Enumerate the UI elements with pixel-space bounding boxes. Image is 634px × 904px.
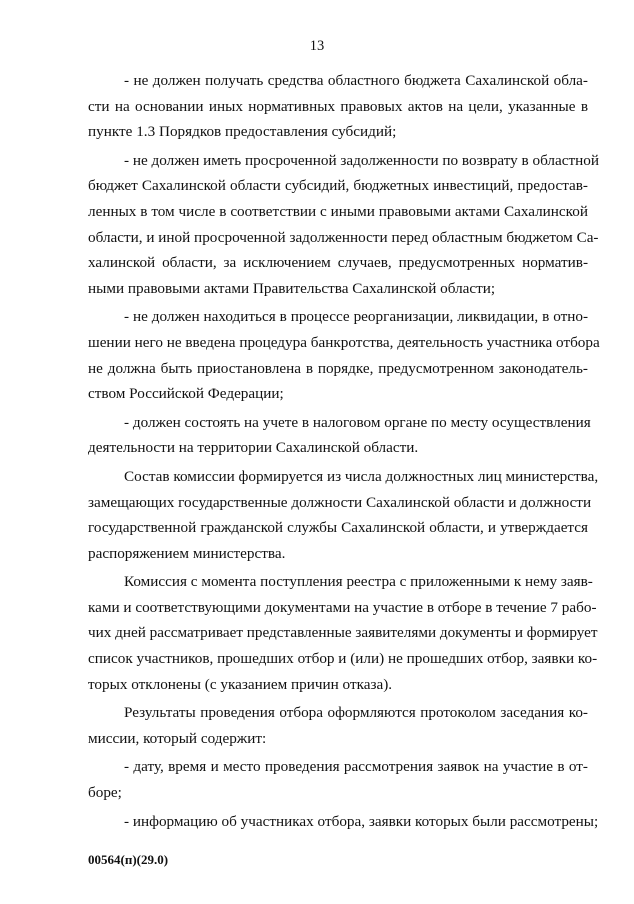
- text-line: чих дней рассматривает представленные заявителями документы и формирует: [88, 624, 598, 642]
- text-line: халинской области, за исключением случаев, предусмотренных норматив-: [88, 254, 588, 272]
- text-line: не должна быть приостановлена в порядке, предусмотренном законодатель-: [88, 359, 588, 377]
- text-line: государственной гражданской службы Сахалинской области, и утверждается: [88, 519, 588, 537]
- text-line: сти на основании иных нормативных правовых актов на цели, указанные в: [88, 97, 588, 115]
- text-line: ными правовыми актами Правительства Сахалинской области;: [88, 279, 496, 297]
- page-number: 13: [309, 38, 325, 54]
- text-line: пункте 1.3 Порядков предоставления субсидий;: [88, 123, 397, 141]
- text-line: - дату, время и место проведения рассмотрения заявок на участие в от-: [124, 758, 588, 776]
- text-line: список участников, прошедших отбор и (или) не прошедших отбор, заявки ко-: [88, 650, 598, 668]
- text-line: бюджет Сахалинской области субсидий, бюджетных инвестиций, предостав-: [88, 177, 588, 195]
- text-line: Результаты проведения отбора оформляются протоколом заседания ко-: [124, 704, 588, 722]
- text-line: - не должен находиться в процессе реорганизации, ликвидации, в отно-: [124, 308, 588, 326]
- paragraph: [88, 809, 599, 835]
- paragraph: [88, 700, 588, 751]
- paragraph: [88, 304, 600, 406]
- text-line: ленных в том числе в соответствии с иными правовыми актами Сахалинской: [88, 202, 588, 220]
- text-line: - не должен иметь просроченной задолженности по возврату в областной: [124, 151, 599, 169]
- text-line: Комиссия с момента поступления реестра с приложенными к нему заяв-: [124, 573, 593, 591]
- text-line: замещающих государственные должности Сахалинской области и должности: [88, 493, 592, 511]
- text-line: шении него не введена процедура банкротства, деятельность участника отбора: [88, 333, 600, 351]
- text-line: - должен состоять на учете в налоговом органе по месту осуществления: [124, 413, 591, 431]
- text-line: распоряжением министерства.: [88, 544, 286, 562]
- document-code: 00564(п)(29.0): [88, 852, 169, 867]
- text-line: ками и соответствующими документами на участие в отборе в течение 7 рабо-: [88, 598, 597, 616]
- text-line: Состав комиссии формируется из числа должностных лиц министерства,: [124, 467, 599, 485]
- text-line: области, и иной просроченной задолженности перед областным бюджетом Са-: [88, 228, 599, 246]
- paragraph: [88, 68, 588, 145]
- paragraph: [88, 410, 591, 461]
- text-line: ством Российской Федерации;: [88, 385, 284, 403]
- paragraph: [88, 754, 588, 805]
- text-line: миссии, который содержит:: [88, 729, 267, 747]
- text-line: - информацию об участниках отбора, заявки которых были рассмотрены;: [124, 812, 599, 830]
- text-line: - не должен получать средства областного бюджета Сахалинской обла-: [124, 72, 588, 89]
- paragraph: [88, 148, 599, 302]
- paragraph: [88, 464, 599, 566]
- text-line: деятельности на территории Сахалинской области.: [88, 439, 419, 457]
- text-line: боре;: [88, 784, 122, 802]
- document-body: [88, 68, 600, 837]
- paragraph: [88, 569, 598, 697]
- text-line: торых отклонены (с указанием причин отказа).: [88, 675, 393, 693]
